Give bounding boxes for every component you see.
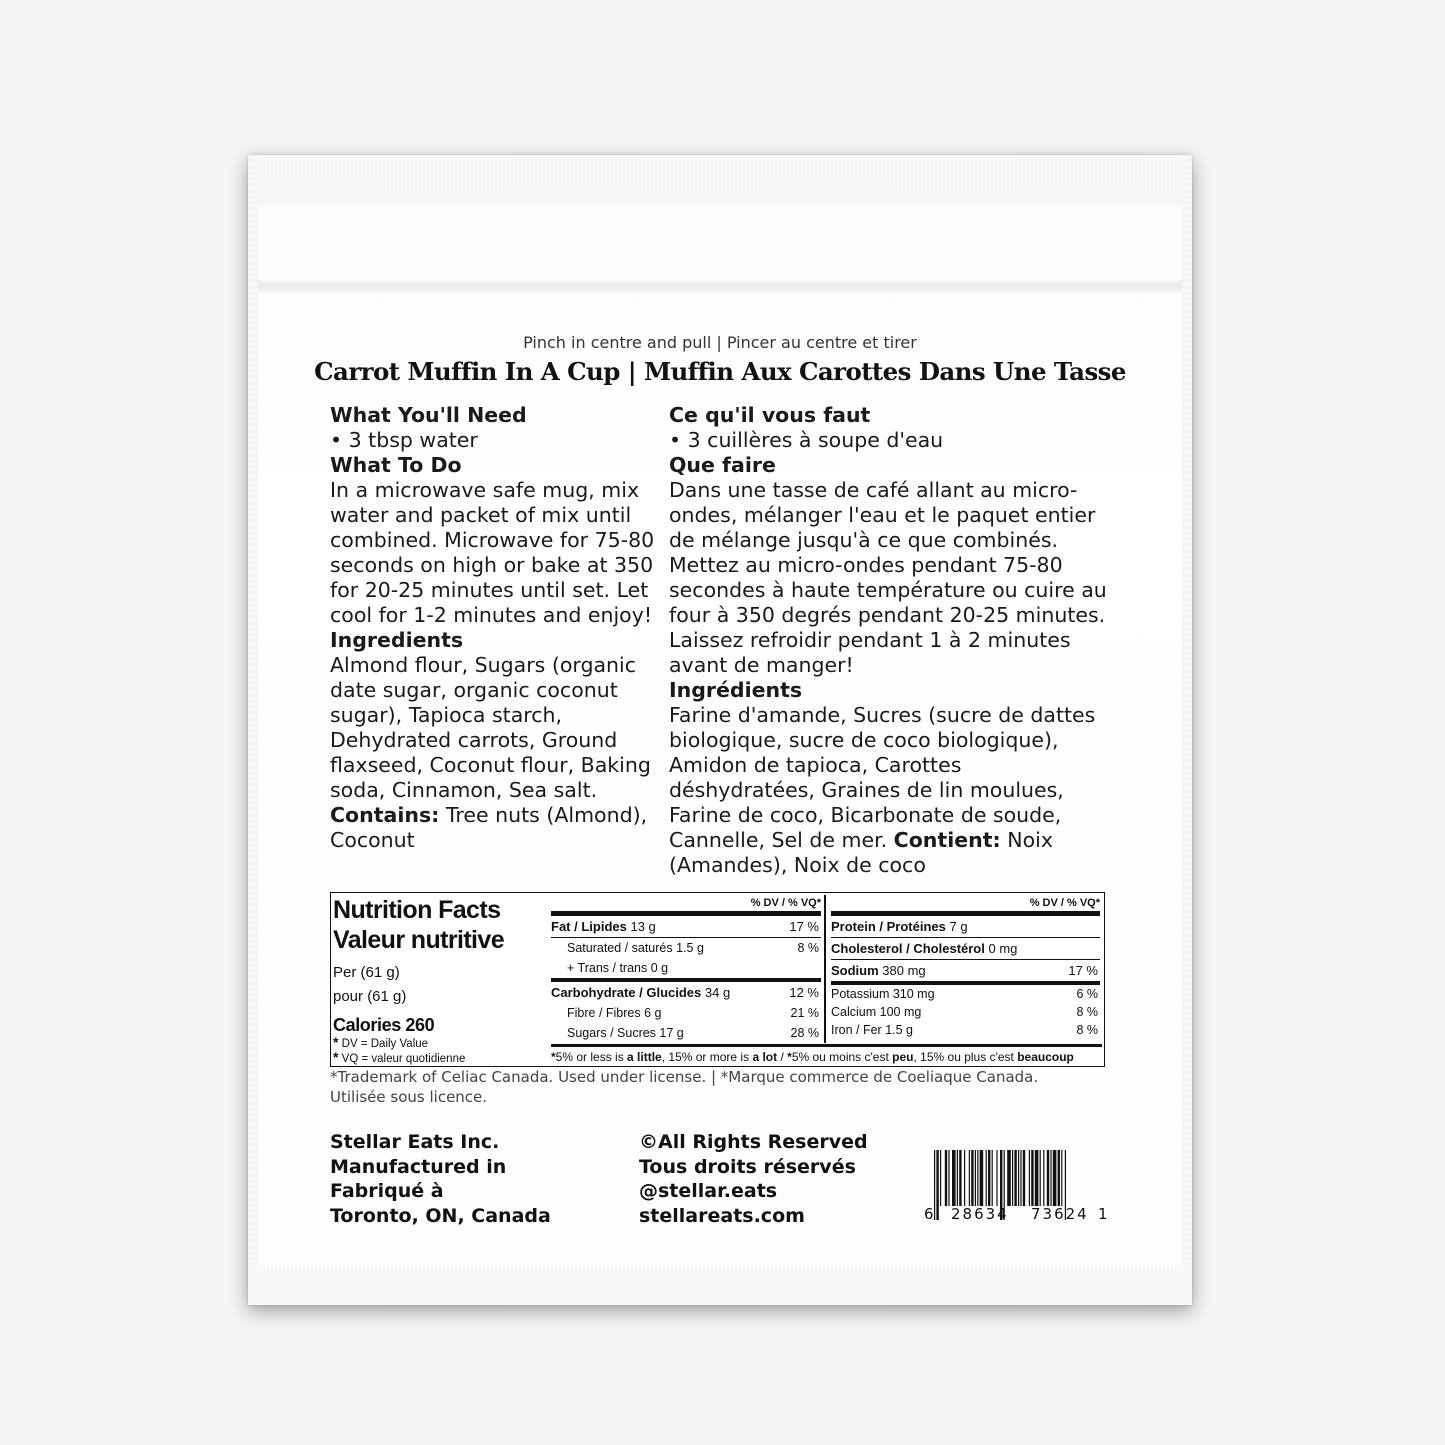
nutrient-row-calcium: Calcium 100 mg 8 % bbox=[831, 1005, 1098, 1019]
company-info bbox=[330, 1130, 551, 1228]
nutrient-row-carbohydrate: Carbohydrate / Glucides 34 g 12 % bbox=[551, 985, 819, 1000]
dv-note: * DV = Daily Value bbox=[333, 1034, 429, 1050]
fabrique-a: Fabriqué à bbox=[330, 1180, 444, 1202]
left-seal bbox=[248, 155, 258, 1305]
dv-header-left: % DV / % VQ* bbox=[551, 895, 821, 916]
right-seal bbox=[1182, 155, 1192, 1305]
barcode-digit-check: 1 bbox=[1098, 1205, 1108, 1223]
company-name: Stellar Eats Inc. bbox=[330, 1131, 500, 1153]
nutrient-row-trans: + Trans / trans 0 g bbox=[551, 958, 821, 982]
serving-per: Per (61 g) bbox=[333, 964, 400, 981]
rights-en: ©All Rights Reserved bbox=[639, 1131, 868, 1153]
ingredients-text-fr: Farine d'amande, Sucres (sucre de dattes biologique, sucre de coco biologique), Amidon de tapioca, Carottes déshydratées, Graines de lin moulues, Farine de coco, Bicarbonate de soude, Cannelle, Sel de mer. bbox=[669, 703, 1096, 852]
bottom-seal bbox=[248, 1265, 1192, 1305]
contains-text-fr: Noix (Amandes), Noix de coco bbox=[669, 828, 1053, 877]
contains-text-en: Tree nuts (Almond), Coconut bbox=[330, 803, 648, 852]
company-location: Toronto, ON, Canada bbox=[330, 1204, 551, 1227]
rights-info bbox=[639, 1130, 868, 1228]
trademark-notice: *Trademark of Celiac Canada. Used under license. | *Marque commerce de Coeliaque Canada. Utilisée sous licence. bbox=[330, 1068, 1039, 1106]
do-text-en: In a microwave safe mug, mix water and packet of mix until combined. Microwave for 75-80 seconds on high or bake at 350 for 20-25 minutes until set. Let cool for 1-2 minutes and enjoy! bbox=[330, 478, 655, 627]
nutrient-row-sugars: Sugars / Sucres 17 g 28 % bbox=[567, 1026, 819, 1040]
nutrition-divider bbox=[824, 895, 826, 1043]
ingredients-paragraph-en bbox=[330, 653, 666, 853]
barcode-digits-left: 28634 bbox=[951, 1205, 1009, 1223]
nutrient-row-iron: Iron / Fer 1.5 g 8 % bbox=[831, 1023, 1098, 1037]
french-column bbox=[669, 403, 1109, 878]
nutrition-summary bbox=[333, 895, 548, 1066]
nutrition-title-en: Nutrition Facts bbox=[333, 896, 501, 924]
need-heading-fr: Ce qu'il vous faut bbox=[669, 403, 871, 427]
barcode-digit-lead: 6 bbox=[924, 1205, 934, 1223]
nutrient-row-fat: Fat / Lipides 13 g 17 % bbox=[551, 916, 821, 938]
social-handle: @stellar.eats bbox=[639, 1180, 778, 1202]
nutrition-column-right bbox=[831, 895, 1100, 1039]
nutrient-row-protein: Protein / Protéines 7 g bbox=[831, 916, 1100, 938]
serving-pour: pour (61 g) bbox=[333, 988, 407, 1005]
contains-label-en: Contains: bbox=[330, 803, 440, 827]
product-title: Carrot Muffin In A Cup | Muffin Aux Carottes Dans Une Tasse bbox=[314, 357, 1126, 386]
ingredients-text-en: Almond flour, Sugars (organic date sugar, organic coconut sugar), Tapioca starch, Dehydrated carrots, Ground flaxseed, Coconut flour, Baking soda, Cinnamon, Sea salt. bbox=[330, 653, 651, 802]
rights-fr: Tous droits réservés bbox=[639, 1155, 856, 1178]
contains-label-fr: Contient: bbox=[893, 828, 1001, 852]
nutrient-row-fibre: Fibre / Fibres 6 g 21 % bbox=[567, 1006, 819, 1020]
website: stellareats.com bbox=[639, 1204, 805, 1227]
nutrient-row-cholesterol: Cholesterol / Cholestérol 0 mg bbox=[831, 938, 1100, 960]
ingredients-paragraph-fr bbox=[669, 703, 1109, 878]
dv-footnote: *5% or less is a little, 15% or more is a lot / *5% ou moins c'est peu, 15% ou plus c'est beaucoup bbox=[551, 1044, 1102, 1067]
nutrition-title-fr: Valeur nutritive bbox=[333, 926, 505, 954]
need-item-en: • 3 tbsp water bbox=[330, 428, 478, 452]
nutrition-facts-table bbox=[330, 892, 1105, 1067]
product-pouch bbox=[248, 155, 1192, 1305]
pinch-instruction: Pinch in centre and pull | Pincer au centre et tirer bbox=[523, 333, 917, 352]
ingredients-heading-fr: Ingrédients bbox=[669, 678, 803, 702]
english-column bbox=[330, 403, 666, 853]
ingredients-heading-en: Ingredients bbox=[330, 628, 464, 652]
calories: Calories 260 bbox=[333, 1015, 435, 1035]
top-seal bbox=[248, 155, 1192, 207]
zipper-seal bbox=[248, 280, 1192, 292]
barcode-digits-right: 73624 bbox=[1031, 1205, 1089, 1223]
vq-note: * VQ = valeur quotidienne bbox=[333, 1049, 466, 1065]
need-item-fr: • 3 cuillères à soupe d'eau bbox=[669, 428, 944, 452]
nutrient-row-sodium: Sodium 380 mg 17 % bbox=[831, 960, 1100, 985]
need-heading-en: What You'll Need bbox=[330, 403, 527, 427]
do-heading-fr: Que faire bbox=[669, 453, 776, 477]
do-heading-en: What To Do bbox=[330, 453, 462, 477]
do-text-fr: Dans une tasse de café allant au micro-ondes, mélanger l'eau et le paquet entier de mélange jusqu'à ce que combinés. Mettez au micro-ondes pendant 75-80 secondes à haute température ou cuire au four à 350 degrés pendant 20-25 minutes. Laissez refroidir pendant 1 à 2 minutes avant de manger! bbox=[669, 478, 1107, 677]
nutrient-row-saturated: Saturated / saturés 1.5 g 8 % bbox=[567, 941, 819, 955]
manufactured-in: Manufactured in bbox=[330, 1155, 507, 1178]
dv-header-right: % DV / % VQ* bbox=[831, 895, 1100, 916]
nutrient-row-potassium: Potassium 310 mg 6 % bbox=[831, 987, 1098, 1001]
nutrition-column-left bbox=[551, 895, 821, 1043]
